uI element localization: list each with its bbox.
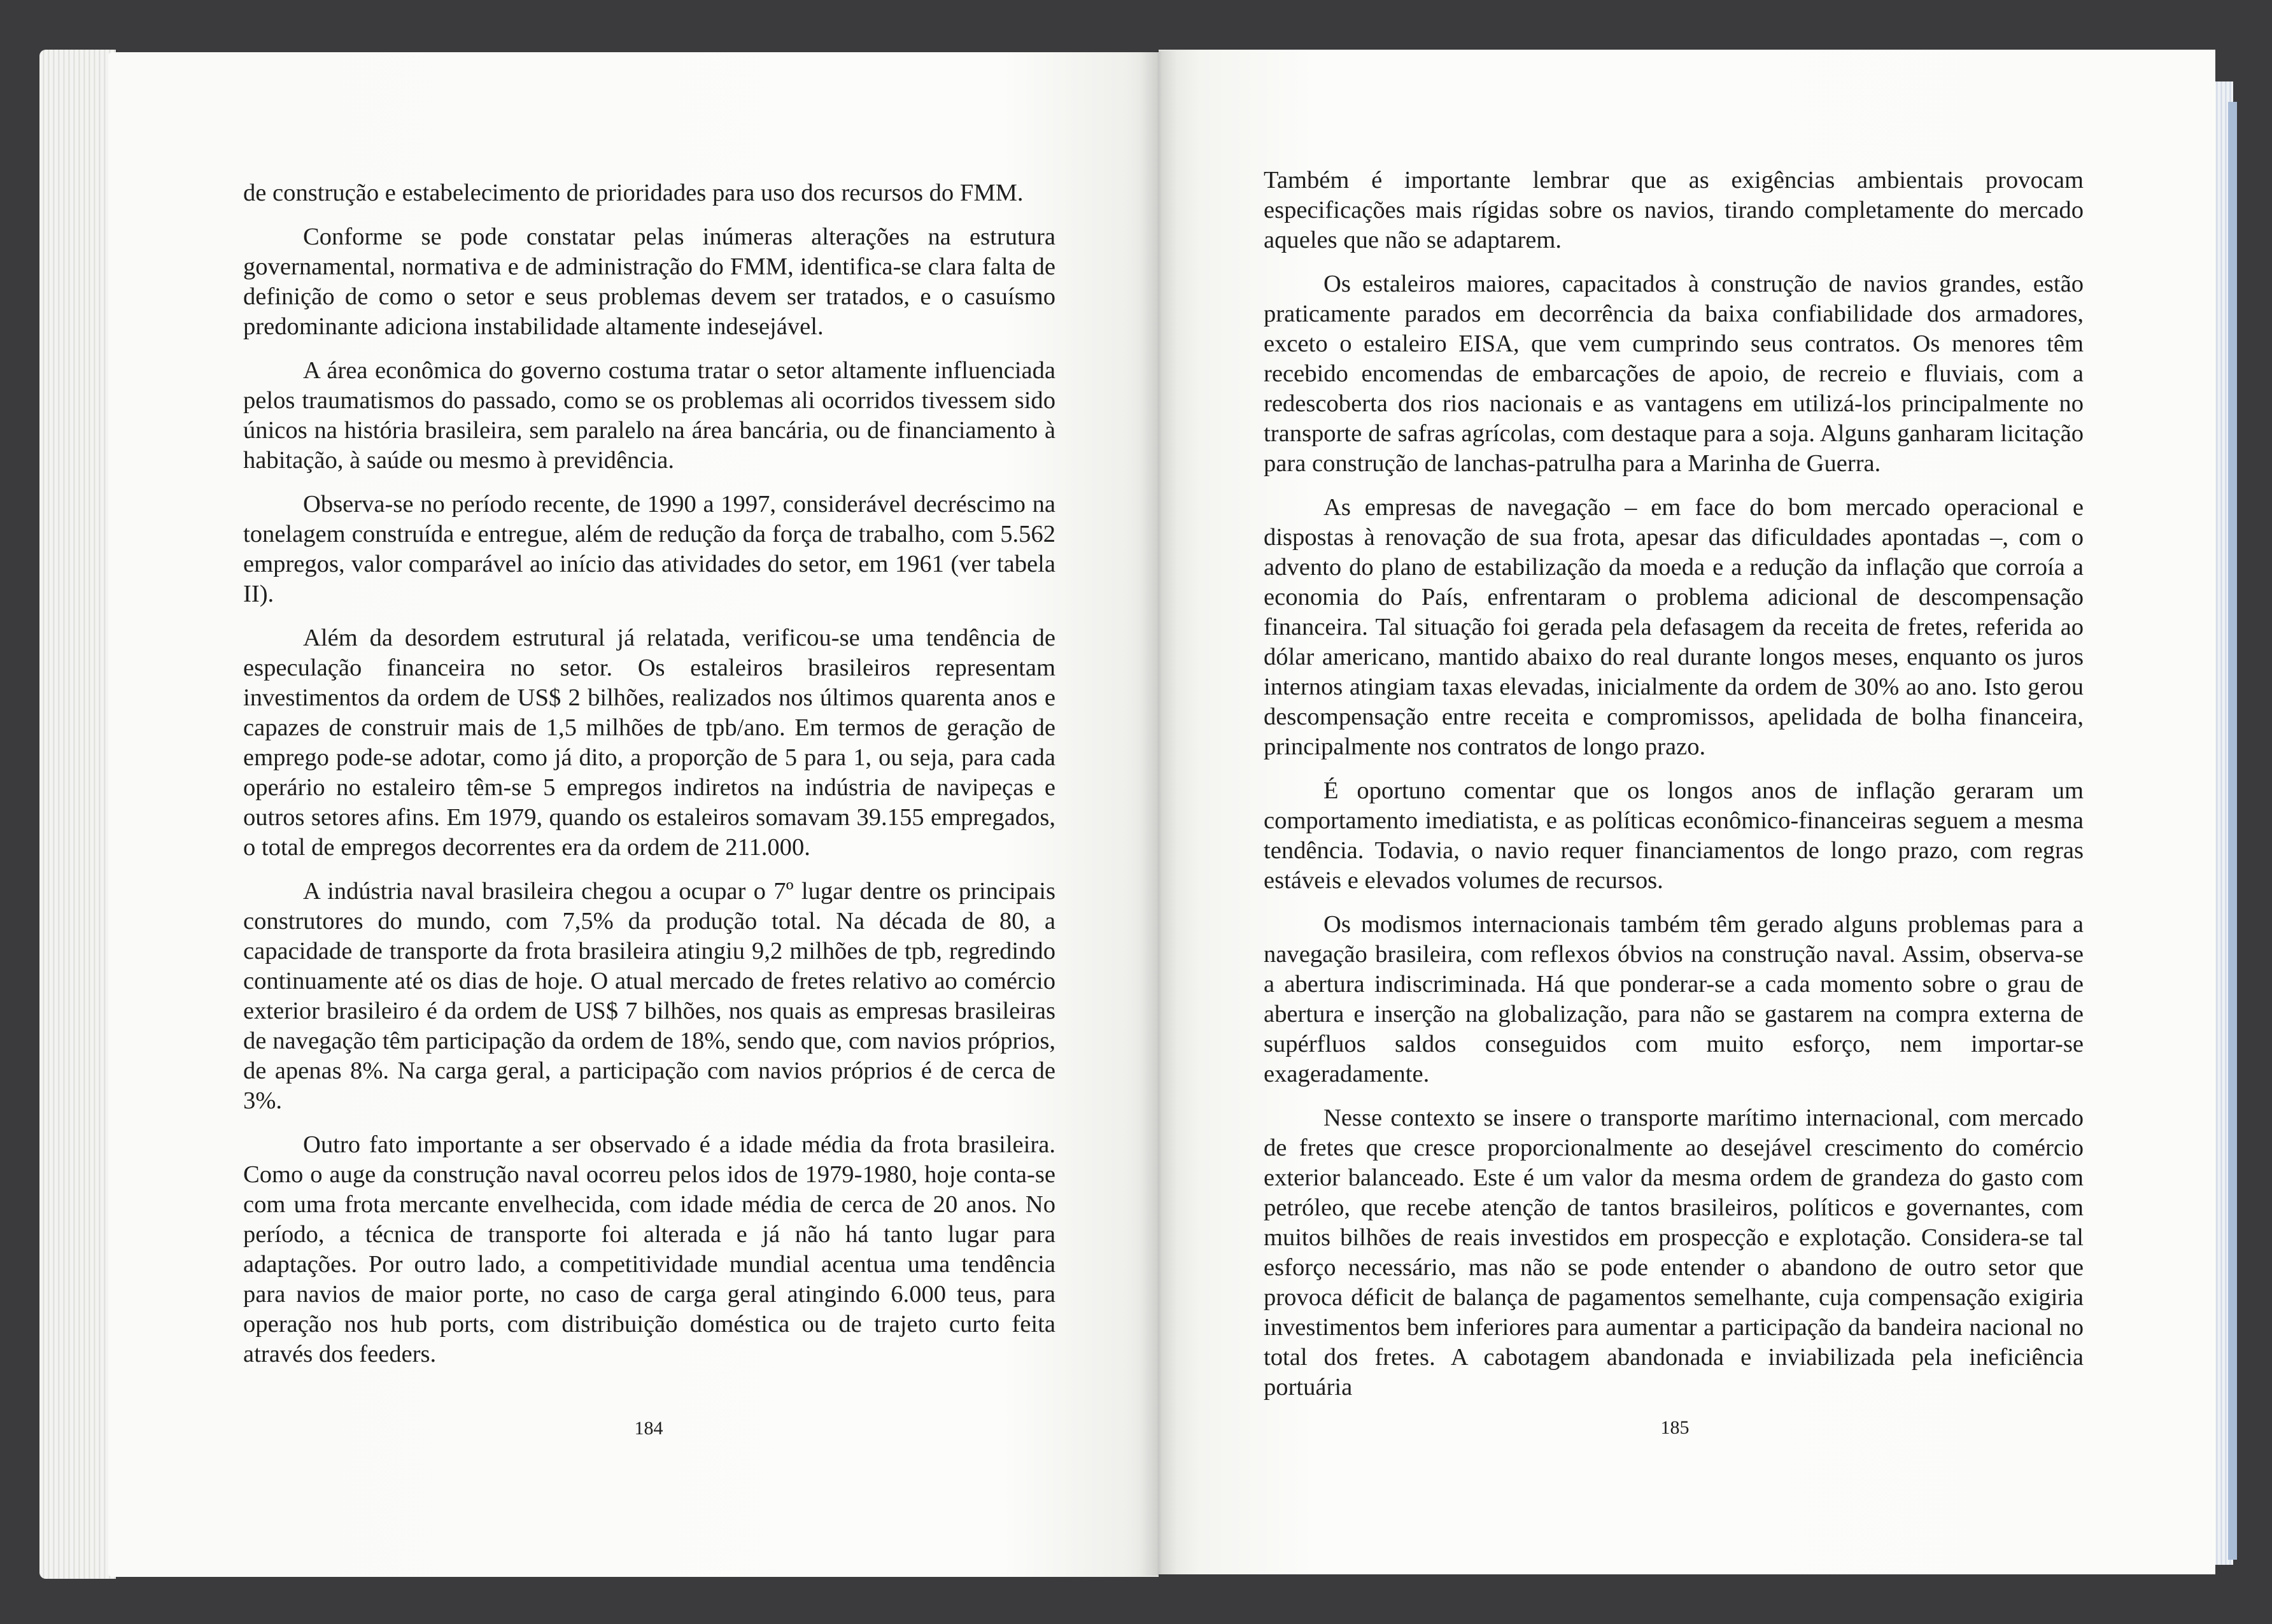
left-page (108, 52, 1159, 1577)
paragraph: É oportuno comentar que os longos anos de inflação geraram um comportamento imediatista, e as políticas econômico-financeiras seguem a mesma tendência. Todavia, o navio requer financiamentos de longo prazo, com regras estáveis e elevados volumes de recursos. (1264, 777, 2084, 894)
paragraph: de construção e estabelecimento de prioridades para uso dos recursos do FMM. (243, 180, 1024, 206)
paragraph: Os estaleiros maiores, capacitados à construção de navios grandes, estão praticamente parados em decorrência da baixa confiabilidade dos armadores, exceto o estaleiro EISA, que vem cumprindo seus contratos. Os menores têm recebido encomendas de embarcações de apoio, de recreio e fluviais, com a redescoberta dos rios nacionais e as vantagens em utilizá-los principalmente no transporte de safras agrícolas, com destaque para a soja. Alguns ganharam licitação para construção de lanchas-patrulha para a Marinha de Guerra. (1264, 271, 2084, 477)
paragraph: Nesse contexto se insere o transporte marítimo internacional, com mercado de fretes que cresce proporcionalmente ao desejável crescimento do comércio exterior balanceado. Este é um valor da mesma ordem de grandeza do gasto com petróleo, que recebe atenção de tantos brasileiros, políticos e governantes, com muitos bilhões de reais investidos em prospecção e explotação. Considera-se tal esforço necessário, mas não se pode entender o abandono de outro setor que provoca déficit de balança de pagamentos semelhante, cuja compensação exigiria investimentos bem inferiores para aumentar a participação da bandeira nacional no total dos fretes. A cabotagem abandonada e inviabilizada pela ineficiência portuária (1264, 1105, 2084, 1401)
spine-gutter (1140, 51, 1178, 1576)
page-number: 185 (1660, 1417, 1690, 1438)
paragraph: Além da desordem estrutural já relatada, verificou-se uma tendência de especulação financeira no setor. Os estaleiros brasileiros representam investimentos da ordem de US$ 2 bilhões, realizados nos últimos quarenta anos e capazes de construir mais de 1,5 milhões de tpb/ano. Em termos de geração de emprego pode-se adotar, como já dito, a proporção de 5 para 1, ou seja, para cada operário no estaleiro têm-se 5 empregos indiretos na indústria de navipeças e outros setores afins. Em 1979, quando os estaleiros somavam 39.155 empregados, o total de empregos decorrentes era da ordem de 211.000. (243, 625, 1055, 861)
left-page-body (243, 178, 1055, 1383)
cover-edge-right (2228, 102, 2237, 1560)
paragraph: As empresas de navegação – em face do bom mercado operacional e dispostas à renovação de sua frota, apesar das dificuldades apontadas –, com o advento do plano de estabilização da moeda e a redução da inflação que corroía a economia do País, enfrentaram o problema adicional de descompensação financeira. Tal situação foi gerada pela defasagem da receita de fretes, referida ao dólar americano, mantido abaixo do real durante longos meses, enquanto os juros internos atingiam taxas elevadas, inicialmente da ordem de 30% ao ano. Isto gerou descompensação entre receita e compromissos, apelidada de bolha financeira, principalmente nos contratos de longo prazo. (1264, 494, 2084, 760)
right-page-body (1264, 166, 2084, 1416)
paragraph: Também é importante lembrar que as exigências ambientais provocam especificações mais rígidas sobre os navios, tirando completamente do mercado aqueles que não se adaptarem. (1264, 167, 2084, 253)
paragraph: Conforme se pode constatar pelas inúmeras alterações na estrutura governamental, normativa e de administração do FMM, identifica-se clara falta de definição de como o setor e seus problemas devem ser tratados, e o casuísmo predominante adiciona instabilidade altamente indesejável. (243, 223, 1055, 340)
right-page (1159, 50, 2215, 1574)
paragraph: Outro fato importante a ser observado é a idade média da frota brasileira. Como o auge da construção naval ocorreu pelos idos de 1979-1980, hoje conta-se com uma frota mercante envelhecida, com idade média de cerca de 20 anos. No período, a técnica de transporte foi alterada e já não há tanto lugar para adaptações. Por outro lado, a competitividade mundial acentua uma tendência para navios de maior porte, no caso de carga geral atingindo 6.000 teus, para operação nos hub ports, com distribuição doméstica ou de trajeto curto feita através dos feeders. (243, 1131, 1055, 1367)
paragraph: Observa-se no período recente, de 1990 a 1997, considerável decréscimo na tonelagem construída e entregue, além de redução da força de trabalho, com 5.562 empregos, valor comparável ao início das atividades do setor, em 1961 (ver tabela II). (243, 491, 1055, 607)
paragraph: A área econômica do governo costuma tratar o setor altamente influenciada pelos traumatismos do passado, como se os problemas ali ocorridos tivessem sido únicos na história brasileira, sem paralelo na área bancária, ou de financiamento à habitação, à saúde ou mesmo à previdência. (243, 357, 1055, 474)
page-number: 184 (634, 1418, 663, 1439)
paragraph: Os modismos internacionais também têm gerado alguns problemas para a navegação brasileira, com reflexos óbvios na construção naval. Assim, observa-se a abertura indiscriminada. Há que ponderar-se a cada momento sobre o grau de abertura e inserção na globalização, para não se gastarem na compra externa de supérfluos saldos conseguidos com muito esforço, nem importar-se exageradamente. (1264, 911, 2084, 1087)
paragraph: A indústria naval brasileira chegou a ocupar o 7º lugar dentre os principais construtores do mundo, com 7,5% da produção total. Na década de 80, a capacidade de transporte da frota brasileira atingiu 9,2 milhões de tpb, regredindo continuamente até os dias de hoje. O atual mercado de fretes relativo ao comércio exterior brasileiro é da ordem de US$ 7 bilhões, nos quais as empresas brasileiras de navegação têm participação da ordem de 18%, sendo que, com navios próprios, de apenas 8%. Na carga geral, a participação com navios próprios é de cerca de 3%. (243, 878, 1055, 1114)
page-stack-left (39, 50, 116, 1579)
